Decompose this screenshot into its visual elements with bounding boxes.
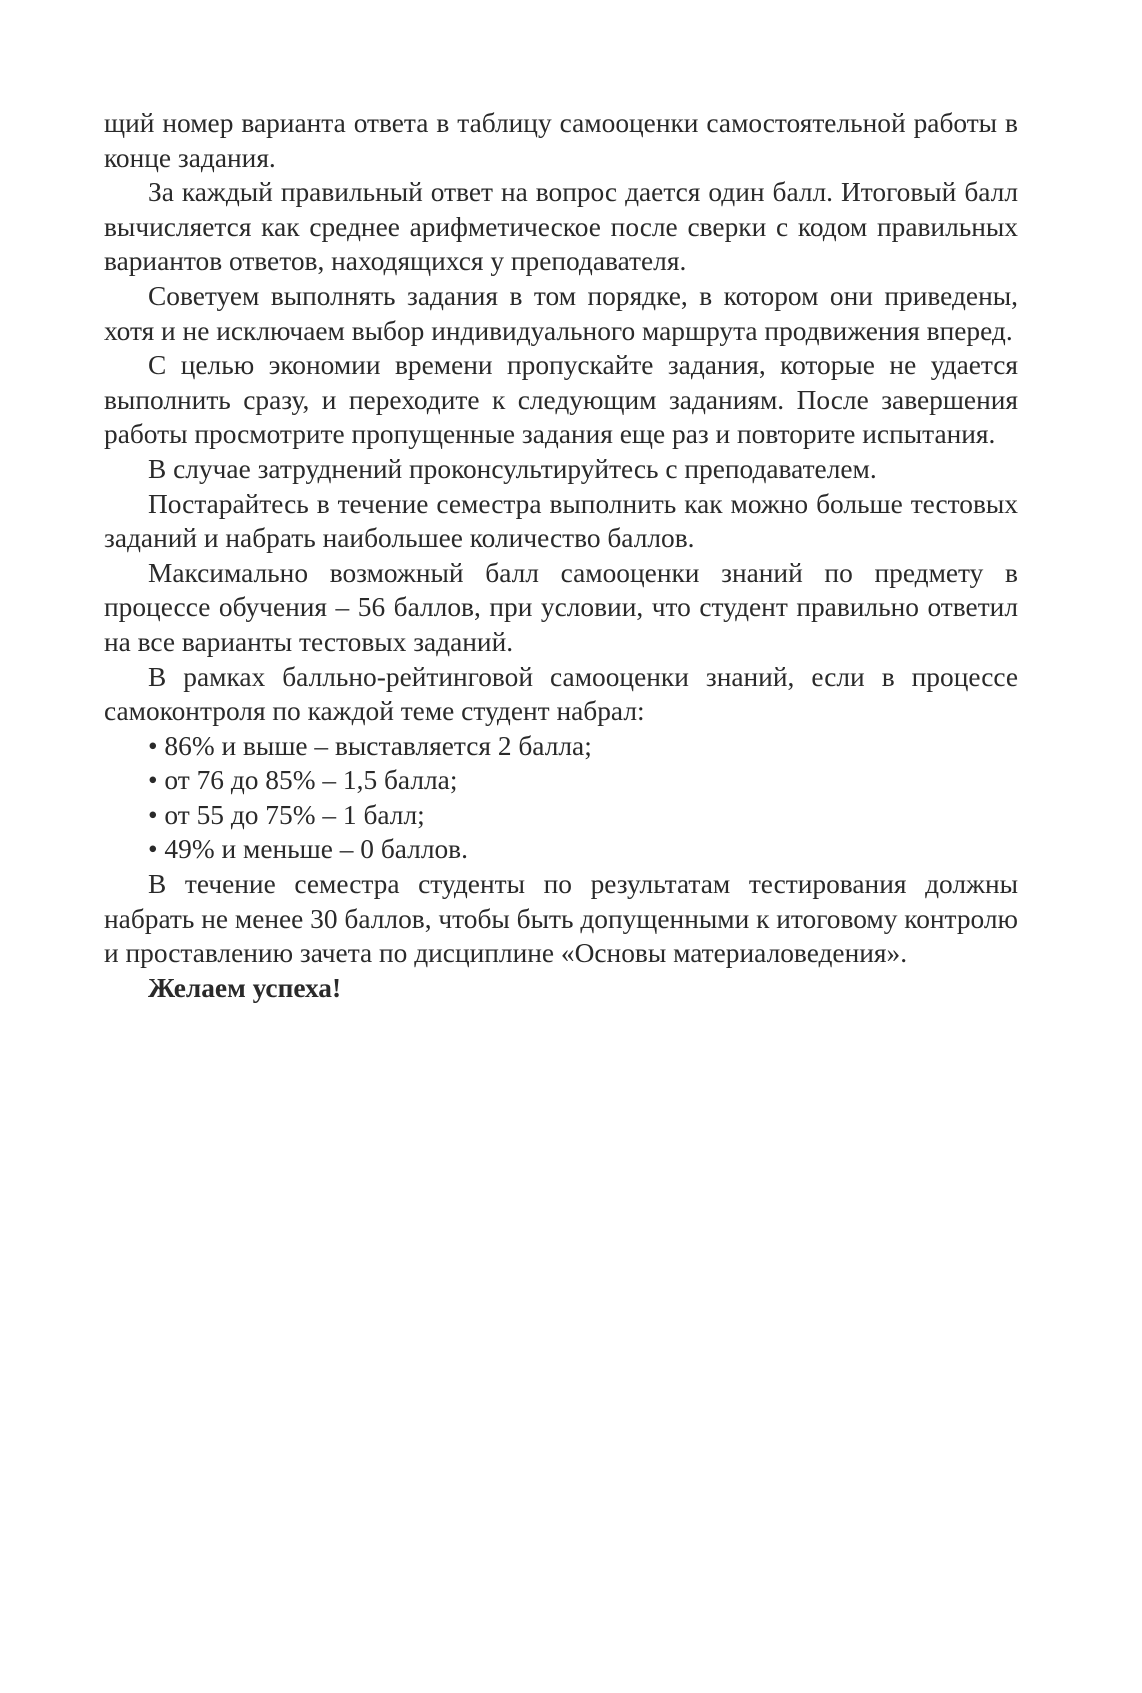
body-text bbox=[104, 106, 1018, 1005]
paragraph-max-score: Максимально возможный балл самооценки знаний по предмету в процессе обучения – 56 баллов, при условии, что студент правильно ответил на все варианты тестовых заданий. bbox=[104, 557, 1018, 657]
paragraph-consultation: В случае затруднений проконсультируйтесь с преподавателем. bbox=[148, 453, 877, 484]
list-item: • 49% и меньше – 0 баллов. bbox=[148, 834, 468, 865]
list-item: • от 76 до 85% – 1,5 балла; bbox=[148, 765, 458, 796]
paragraph-semester-goal: Постарайтесь в течение семестра выполнить как можно больше тестовых заданий и набрать наибольшее количество баллов. bbox=[104, 488, 1018, 554]
paragraph-continuation: щий номер варианта ответа в таблицу самооценки самостоятельной работы в конце задания. bbox=[104, 108, 1018, 173]
paragraph-order-advice: Советуем выполнять задания в том порядке, в котором они приведены, хотя и не исключаем выбор индивидуального маршрута продвижения вперед. bbox=[104, 280, 1018, 346]
paragraph-time-saving: С целью экономии времени пропускайте задания, которые не удается выполнить сразу, и переходите к следующим заданиям. После завершения работы просмотрите пропущенные задания еще раз и повторите испытания. bbox=[104, 350, 1018, 450]
closing-wish: Желаем успеха! bbox=[148, 972, 342, 1003]
list-item: • 86% и выше – выставляется 2 балла; bbox=[148, 730, 592, 761]
paragraph-admission-requirement: В течение семестра студенты по результатам тестирования должны набрать не менее 30 баллов, чтобы быть допущенными к итоговому контролю и проставлению зачета по дисциплине «Основы материаловедения». bbox=[104, 869, 1019, 969]
list-item: • от 55 до 75% – 1 балл; bbox=[148, 799, 425, 830]
paragraph-rating-intro: В рамках балльно-рейтинговой самооценки знаний, если в процессе самоконтроля по каждой теме студент набрал: bbox=[104, 661, 1018, 727]
paragraph-scoring: За каждый правильный ответ на вопрос дается один балл. Итоговый балл вычисляется как среднее арифметическое после сверки с кодом правильных вариантов ответов, находящихся у преподавателя. bbox=[104, 177, 1018, 277]
